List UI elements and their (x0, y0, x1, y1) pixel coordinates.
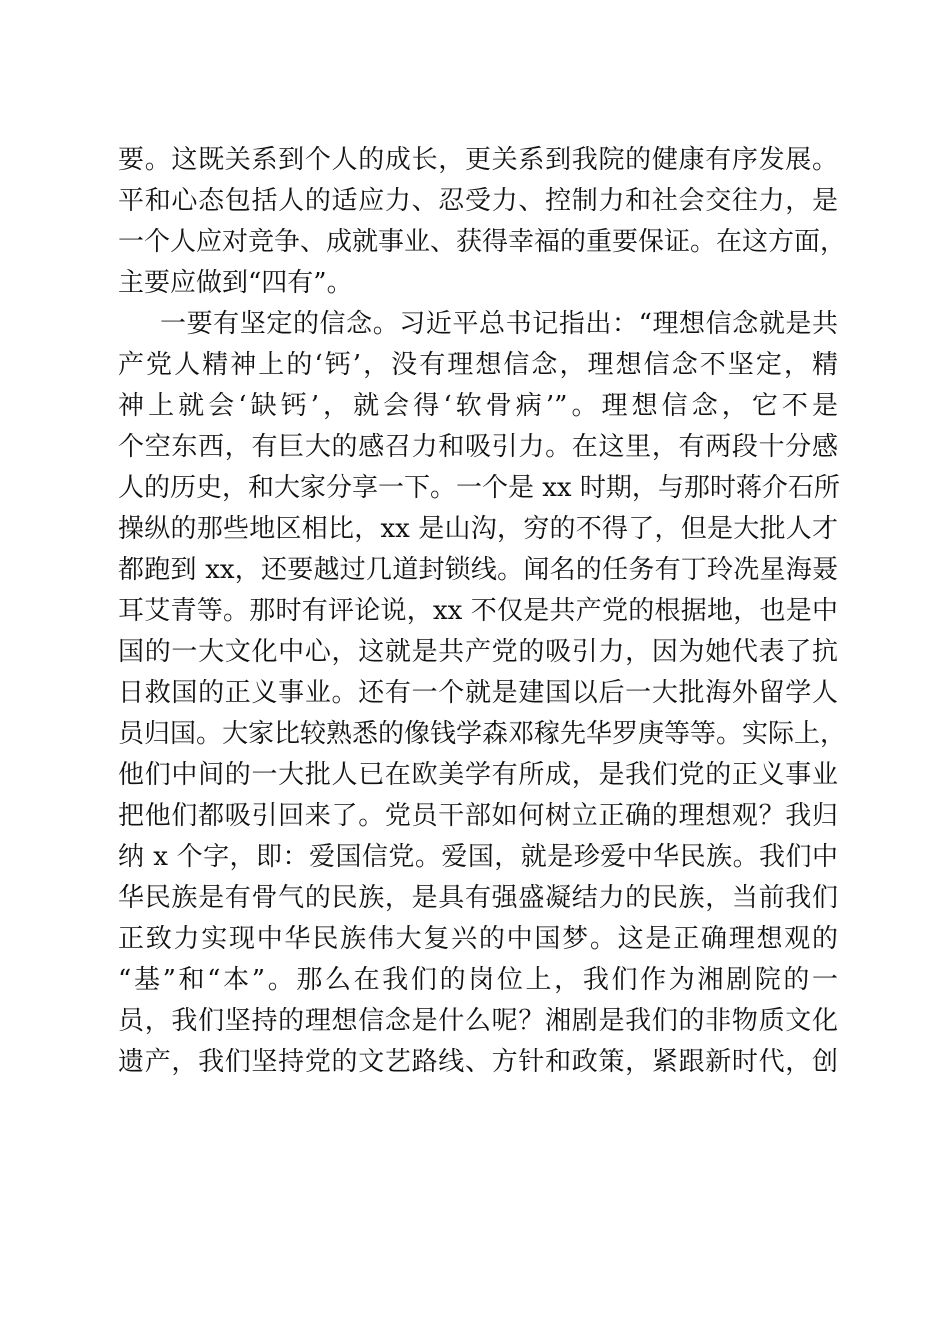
text-line: 国的一大文化中心，这就是共产党的吸引力，因为她代表了抗 (118, 637, 838, 667)
text-line: 神上就会‘缺钙’，就会得‘软骨病’”。理想信念，它不是 (118, 391, 838, 421)
text-line: 纳 x 个字，即：爱国信党。爱国，就是珍爱中华民族。我们中 (118, 842, 838, 872)
text-line: 他们中间的一大批人已在欧美学有所成，是我们党的正义事业 (118, 760, 838, 790)
text-line: 华民族是有骨气的民族，是具有强盛凝结力的民族，当前我们 (118, 883, 838, 913)
text-line: “基”和“本”。那么在我们的岗位上，我们作为湘剧院的一 (118, 965, 838, 995)
text-line: 日救国的正义事业。还有一个就是建国以后一大批海外留学人 (118, 678, 838, 708)
text-line: 人的历史，和大家分享一下。一个是 xx 时期，与那时蒋介石所 (118, 473, 840, 503)
paragraph-2 (118, 304, 847, 1083)
text-line: 员，我们坚持的理想信念是什么呢？湘剧是我们的非物质文化 (118, 1006, 838, 1036)
text-line: 遗产，我们坚持党的文艺路线、方针和政策，紧跟新时代，创 (118, 1047, 838, 1077)
text-line: 平和心态包括人的适应力、忍受力、控制力和社会交往力，是 (118, 186, 838, 216)
text-line: 产党人精神上的‘钙’，没有理想信念，理想信念不坚定，精 (118, 350, 838, 380)
document-body (118, 140, 847, 1083)
text-line: 主要应做到“四有”。 (118, 268, 353, 298)
text-line: 一要有坚定的信念。习近平总书记指出：“理想信念就是共 (160, 309, 838, 339)
text-line: 正致力实现中华民族伟大复兴的中国梦。这是正确理想观的 (118, 924, 838, 954)
text-line: 把他们都吸引回来了。党员干部如何树立正确的理想观？我归 (118, 801, 838, 831)
text-line: 操纵的那些地区相比，xx 是山沟，穷的不得了，但是大批人才 (118, 514, 838, 544)
text-line: 耳艾青等。那时有评论说，xx 不仅是共产党的根据地，也是中 (118, 596, 838, 626)
text-line: 员归国。大家比较熟悉的像钱学森邓稼先华罗庚等等。实际上， (118, 719, 847, 749)
text-line: 个空东西，有巨大的感召力和吸引力。在这里，有两段十分感 (118, 432, 838, 462)
paragraph-1 (118, 140, 847, 304)
text-line: 一个人应对竞争、成就事业、获得幸福的重要保证。在这方面， (118, 227, 847, 257)
text-line: 都跑到 xx，还要越过几道封锁线。闻名的任务有丁玲冼星海聂 (118, 555, 838, 585)
text-line: 要。这既关系到个人的成长，更关系到我院的健康有序发展。 (118, 145, 838, 175)
